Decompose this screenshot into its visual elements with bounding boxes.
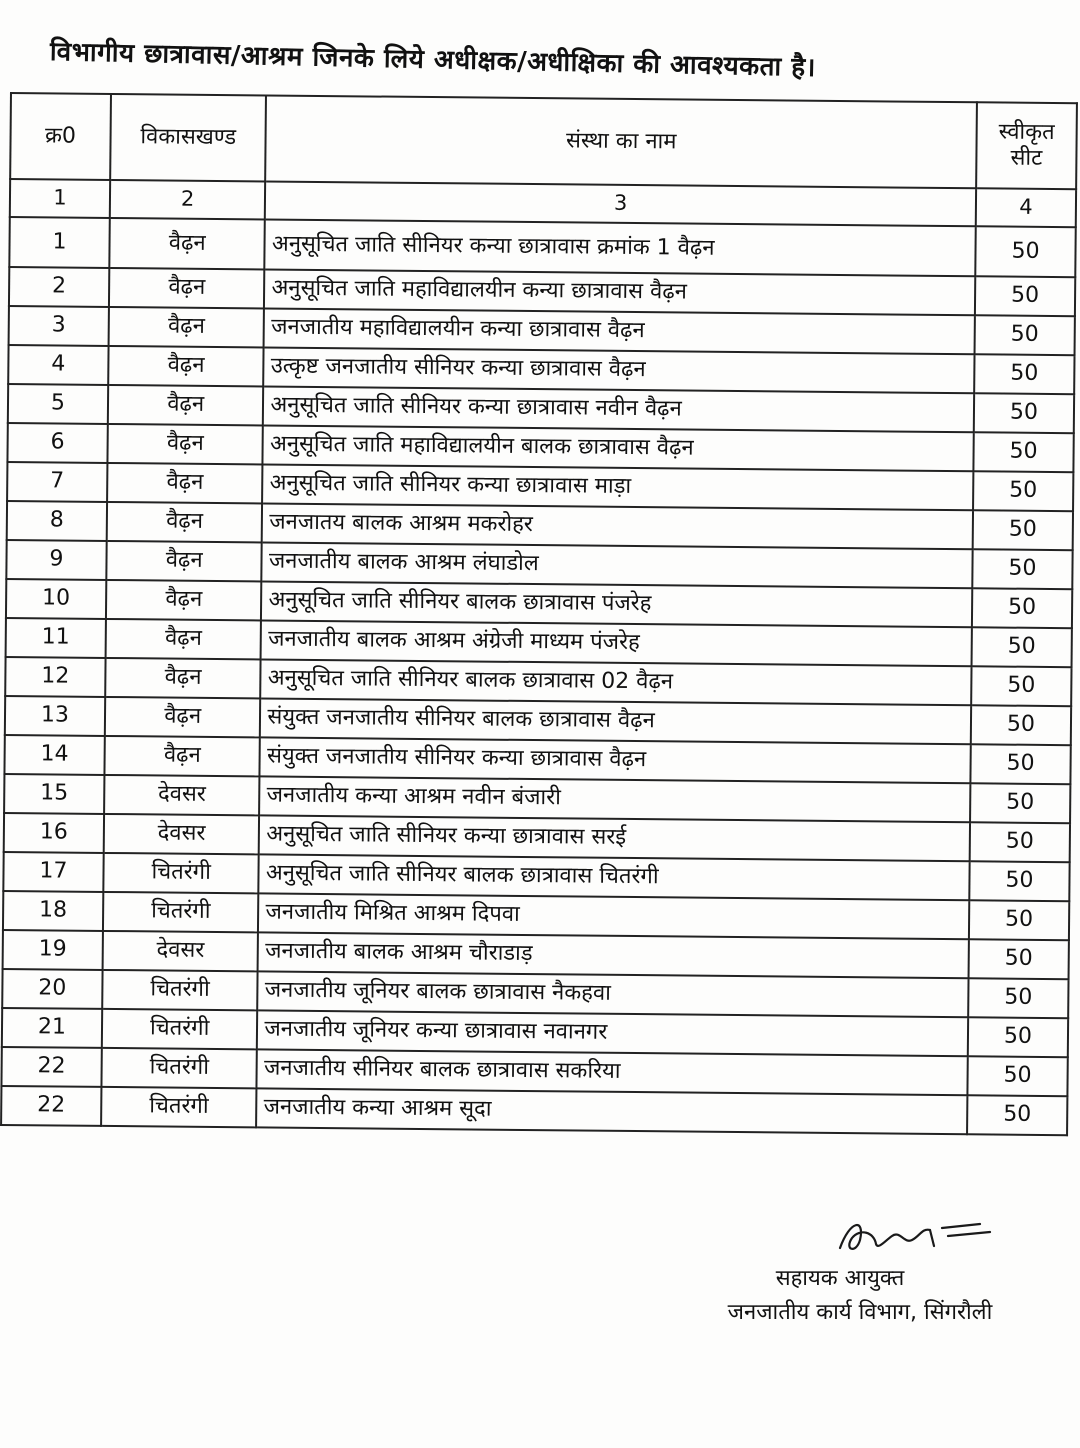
institution-cell: जनजातीय जूनियर बालक छात्रावास नैकहवा: [258, 971, 969, 1017]
institution-cell: अनुसूचित जाति सीनियर कन्या छात्रावास क्रमांक 1 वैढ़न: [265, 219, 976, 276]
seats-cell: 50: [967, 1056, 1067, 1096]
seats-cell: 50: [968, 1017, 1068, 1057]
institution-cell: जनजातीय कन्या आश्रम नवीन बंजारी: [259, 776, 970, 822]
seats-cell: 50: [972, 549, 1072, 589]
block-cell: चितरंगी: [101, 1048, 257, 1088]
table-body: [1, 217, 1076, 1135]
block-cell: चितरंगी: [101, 1087, 257, 1127]
block-cell: वैढ़न: [109, 268, 265, 308]
serial-cell: 17: [3, 852, 103, 892]
serial-cell: 16: [4, 813, 104, 853]
institution-cell: अनुसूचित जाति महाविद्यालयीन कन्या छात्रावास वैढ़न: [264, 269, 975, 315]
block-cell: वैढ़न: [108, 385, 264, 425]
serial-cell: 3: [9, 306, 109, 346]
block-cell: वैढ़न: [107, 502, 263, 542]
serial-cell: 4: [8, 345, 108, 385]
institution-cell: जनजातीय महाविद्यालयीन कन्या छात्रावास वैढ़न: [264, 308, 975, 354]
seats-cell: 50: [972, 588, 1072, 628]
header-institution: संस्था का नाम: [266, 95, 977, 188]
serial-cell: 14: [4, 735, 104, 775]
serial-cell: 21: [2, 1008, 102, 1048]
seats-cell: 50: [971, 666, 1071, 706]
serial-cell: 1: [9, 217, 109, 268]
institution-cell: उत्कृष्ट जनजातीय सीनियर कन्या छात्रावास वैढ़न: [264, 347, 975, 393]
seats-cell: 50: [969, 900, 1069, 940]
serial-cell: 18: [3, 891, 103, 931]
block-cell: वैढ़न: [109, 307, 265, 347]
institution-cell: अनुसूचित जाति सीनियर कन्या छात्रावास नवीन वैढ़न: [263, 386, 974, 432]
institution-cell: जनजातीय कन्या आश्रम सूदा: [256, 1088, 967, 1134]
institution-cell: जनजातीय बालक आश्रम लंघाडोल: [262, 542, 973, 588]
seats-cell: 50: [972, 627, 1072, 667]
column-number: 2: [110, 180, 266, 219]
institution-cell: जनजातय बालक आश्रम मकरोहर: [262, 503, 973, 549]
institution-cell: जनजातीय जूनियर कन्या छात्रावास नवानगर: [257, 1010, 968, 1056]
serial-cell: 5: [8, 384, 108, 424]
serial-cell: 9: [6, 540, 106, 580]
serial-cell: 2: [9, 267, 109, 307]
block-cell: चितरंगी: [103, 892, 259, 932]
column-number: 1: [10, 179, 110, 218]
table-header-row: [10, 93, 1077, 189]
institution-cell: अनुसूचित जाति सीनियर बालक छात्रावास चितरंगी: [259, 854, 970, 900]
block-cell: वैढ़न: [104, 736, 260, 776]
institution-cell: अनुसूचित जाति महाविद्यालयीन बालक छात्रावास वैढ़न: [263, 425, 974, 471]
seats-cell: 50: [969, 861, 1069, 901]
block-cell: वैढ़न: [106, 619, 262, 659]
signatory-department: जनजातीय कार्य विभाग, सिंगरौली: [727, 1300, 993, 1325]
header-block: विकासखण्ड: [110, 94, 266, 181]
institution-cell: अनुसूचित जाति सीनियर बालक छात्रावास 02 वैढ़न: [261, 659, 972, 705]
institution-cell: जनजातीय सीनियर बालक छात्रावास सकरिया: [257, 1049, 968, 1095]
seats-cell: 50: [973, 510, 1073, 550]
seats-cell: 50: [970, 822, 1070, 862]
serial-cell: 22: [1, 1086, 101, 1126]
seats-cell: 50: [975, 226, 1075, 277]
header-serial: क्र0: [10, 93, 111, 180]
seats-cell: 50: [969, 939, 1069, 979]
seats-cell: 50: [967, 1095, 1067, 1135]
block-cell: देवसर: [103, 931, 259, 971]
block-cell: चितरंगी: [102, 970, 258, 1010]
serial-cell: 19: [3, 930, 103, 970]
serial-cell: 10: [6, 579, 106, 619]
serial-cell: 22: [1, 1047, 101, 1087]
block-cell: वैढ़न: [108, 346, 264, 386]
header-seats: स्वीकृत सीट: [976, 102, 1077, 189]
block-cell: चितरंगी: [103, 853, 259, 893]
seats-cell: 50: [971, 705, 1071, 745]
seats-cell: 50: [968, 978, 1068, 1018]
block-cell: वैढ़न: [105, 658, 261, 698]
serial-cell: 8: [7, 501, 107, 541]
seats-cell: 50: [973, 471, 1073, 511]
institution-cell: जनजातीय बालक आश्रम अंग्रेजी माध्यम पंजरेह: [261, 620, 972, 666]
document-title: विभागीय छात्रावास/आश्रम जिनके लिये अधीक्षक/अधीक्षिका की आवश्यकता है।: [49, 37, 817, 84]
block-cell: चितरंगी: [102, 1009, 258, 1049]
signatory-title: सहायक आयुक्त: [775, 1266, 905, 1291]
seats-cell: 50: [970, 744, 1070, 784]
institution-cell: संयुक्त जनजातीय सीनियर बालक छात्रावास वैढ़न: [260, 698, 971, 744]
serial-cell: 15: [4, 774, 104, 814]
seats-cell: 50: [974, 354, 1074, 394]
block-cell: देवसर: [104, 775, 260, 815]
serial-cell: 7: [7, 462, 107, 502]
institution-cell: अनुसूचित जाति सीनियर कन्या छात्रावास सरई: [259, 815, 970, 861]
institution-cell: अनुसूचित जाति सीनियर कन्या छात्रावास माड़ा: [262, 464, 973, 510]
institution-cell: संयुक्त जनजातीय सीनियर कन्या छात्रावास वैढ़न: [260, 737, 971, 783]
seats-cell: 50: [973, 432, 1073, 472]
seats-cell: 50: [975, 276, 1075, 316]
block-cell: वैढ़न: [106, 541, 262, 581]
block-cell: वैढ़न: [109, 218, 265, 269]
serial-cell: 13: [5, 696, 105, 736]
institution-cell: अनुसूचित जाति सीनियर बालक छात्रावास पंजरेह: [261, 581, 972, 627]
seats-cell: 50: [975, 315, 1075, 355]
institution-cell: जनजातीय बालक आश्रम चौराडाड़: [258, 932, 969, 978]
handwritten-signature: [830, 1210, 1030, 1260]
seats-cell: 50: [970, 783, 1070, 823]
column-number: 4: [976, 188, 1076, 227]
serial-cell: 6: [7, 423, 107, 463]
serial-cell: 12: [5, 657, 105, 697]
block-cell: वैढ़न: [107, 424, 263, 464]
block-cell: देवसर: [104, 814, 260, 854]
serial-cell: 11: [6, 618, 106, 658]
block-cell: वैढ़न: [105, 697, 261, 737]
serial-cell: 20: [2, 969, 102, 1009]
column-number: 3: [265, 181, 976, 226]
block-cell: वैढ़न: [106, 580, 262, 620]
block-cell: वैढ़न: [107, 463, 263, 503]
seats-cell: 50: [974, 393, 1074, 433]
institution-cell: जनजातीय मिश्रित आश्रम दिपवा: [258, 893, 969, 939]
hostel-table: [0, 92, 1078, 1136]
